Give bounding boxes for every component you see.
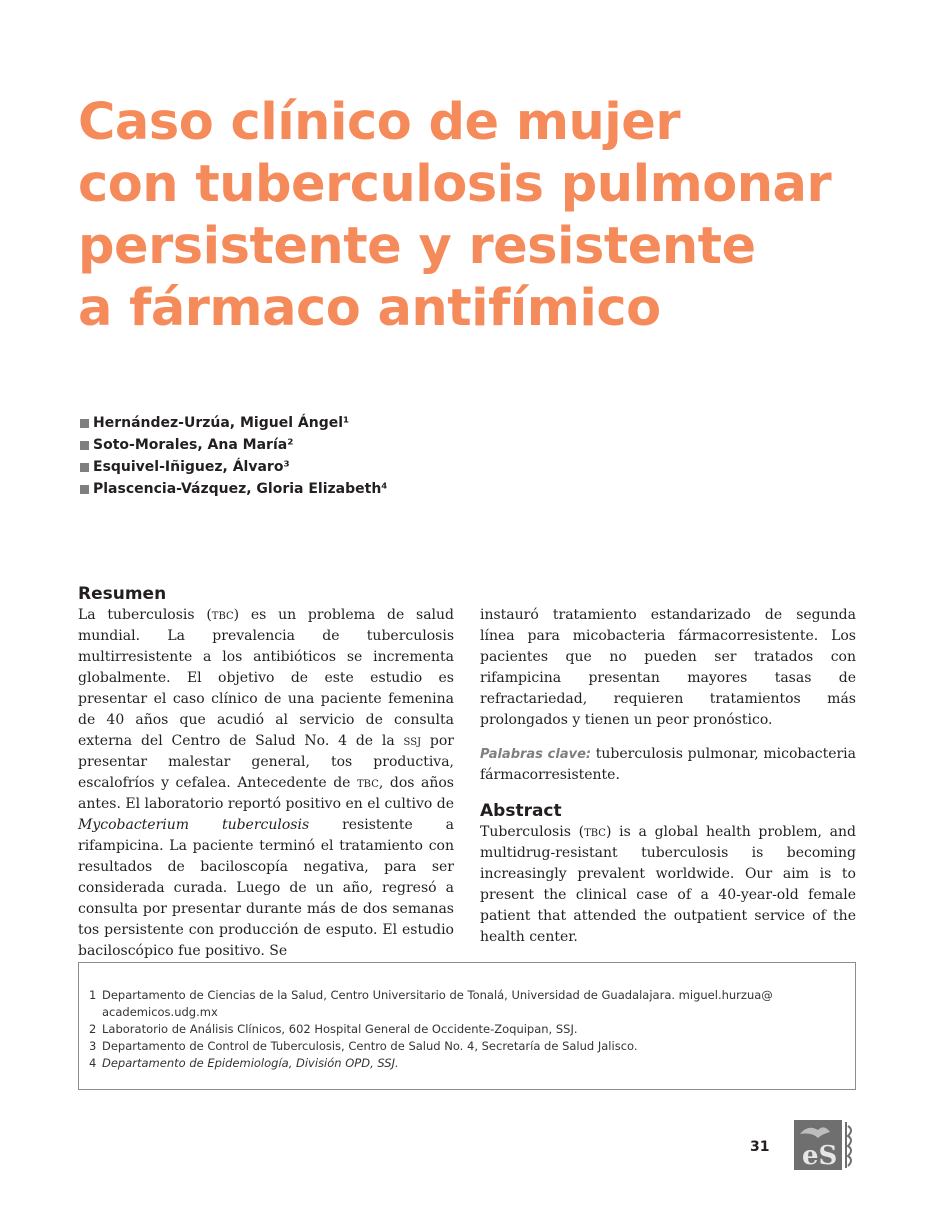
journal-logo-icon xyxy=(794,1120,858,1170)
article-title xyxy=(78,92,878,340)
logo-letters: eS xyxy=(802,1141,838,1170)
page-number: 31 xyxy=(750,1139,770,1155)
resumen-text: por presentar malestar general, tos productiva, escalofríos y cefalea. Antecedente de xyxy=(78,733,454,791)
left-column xyxy=(78,583,454,962)
keywords-text: tuberculosis pulmonar, micobacteria fármacorresistente. xyxy=(480,746,857,783)
abbr-tbc: tbc xyxy=(584,824,606,840)
abstract-paragraph xyxy=(480,822,856,948)
author-item xyxy=(80,478,387,500)
author-name: Esquivel-Iñiguez, Álvaro³ xyxy=(93,459,290,475)
abbr-tbc: tbc xyxy=(211,607,234,623)
right-column xyxy=(480,605,856,948)
author-name: Soto-Morales, Ana María² xyxy=(93,437,294,453)
abbr-ssj: ssj xyxy=(403,733,422,749)
author-item xyxy=(80,434,387,456)
affiliation-note xyxy=(89,1038,845,1055)
title-line-4: a fármaco antifímico xyxy=(78,279,661,338)
title-line-3: persistente y resistente xyxy=(78,217,756,276)
abbr-tbc: tbc xyxy=(357,775,379,791)
note-number: 4 xyxy=(89,1056,97,1070)
abstract-text: Tuberculosis ( xyxy=(480,824,585,840)
author-item xyxy=(80,412,387,434)
abstract-text: ) is a global health problem, and multidrug-resistant tuberculosis is becoming increasingly prevalent worldwide. Our aim is to present the clinical case of a 40-year-old female patient that attended the outpatient service of the health center. xyxy=(480,824,856,945)
title-line-2: con tuberculosis pulmonar xyxy=(78,155,832,214)
title-line-1: Caso clínico de mujer xyxy=(78,93,681,152)
note-text: Laboratorio de Análisis Clínicos, 602 Hospital General de Occidente-Zoquipan, SSJ. xyxy=(102,1022,578,1036)
resumen-text: , dos años antes. El laboratorio reportó positivo en el cultivo de xyxy=(78,775,454,812)
resumen-paragraph-2: instauró tratamiento estandarizado de segunda línea para micobacteria fármacorresistente. Los pacientes que no pueden ser tratados con rifampicina presentan mayores tasas de refractariedad, requieren tratamientos más prolongados y tienen un peor pronóstico. xyxy=(480,607,856,728)
abstract-heading: Abstract xyxy=(480,801,562,821)
author-item xyxy=(80,456,387,478)
resumen-text: La tuberculosis ( xyxy=(78,607,212,623)
bullet-square-icon xyxy=(80,419,89,428)
bullet-square-icon xyxy=(80,485,89,494)
affiliation-note xyxy=(89,987,845,1021)
note-number: 3 xyxy=(89,1039,97,1053)
note-text: Departamento de Control de Tuberculosis, Centro de Salud No. 4, Secretaría de Salud Jalisco. xyxy=(102,1039,638,1053)
affiliation-notes-box xyxy=(78,962,856,1090)
author-name: Hernández-Urzúa, Miguel Ángel¹ xyxy=(93,415,350,431)
note-text: Departamento de Ciencias de la Salud, Centro Universitario de Tonalá, Universidad de Guadalajara. miguel.hurzua@ academicos.udg.mx xyxy=(102,988,773,1019)
bullet-square-icon xyxy=(80,463,89,472)
note-number: 1 xyxy=(89,988,97,1002)
resumen-text: resistente a rifampicina. La paciente terminó el tratamiento con resultados de baciloscopía negativa, para ser considerada curada. Luego de un año, regresó a consulta por presentar durante más de dos semanas tos persistente con producción de esputo. El estudio baciloscópico fue positivo. Se xyxy=(78,817,454,959)
affiliation-note xyxy=(89,1055,845,1072)
resumen-paragraph-1 xyxy=(78,605,454,962)
bullet-square-icon xyxy=(80,441,89,450)
author-list xyxy=(80,412,387,500)
keywords xyxy=(480,744,856,786)
affiliation-note xyxy=(89,1021,845,1038)
note-number: 2 xyxy=(89,1022,97,1036)
resumen-text: ) es un problema de salud mundial. La prevalencia de tuberculosis multirresistente a los antibióticos se incrementa globalmente. El objetivo de este estudio es presentar el caso clínico de una paciente femenina de 40 años que acudió al servicio de consulta externa del Centro de Salud No. 4 de la xyxy=(78,607,454,749)
resumen-heading: Resumen xyxy=(78,584,167,604)
keywords-label: Palabras clave: xyxy=(480,747,592,762)
author-name: Plascencia-Vázquez, Gloria Elizabeth⁴ xyxy=(93,481,388,497)
note-text: Departamento de Epidemiología, División OPD, SSJ. xyxy=(102,1056,399,1070)
species-name: Mycobacterium tuberculosis xyxy=(78,817,310,833)
